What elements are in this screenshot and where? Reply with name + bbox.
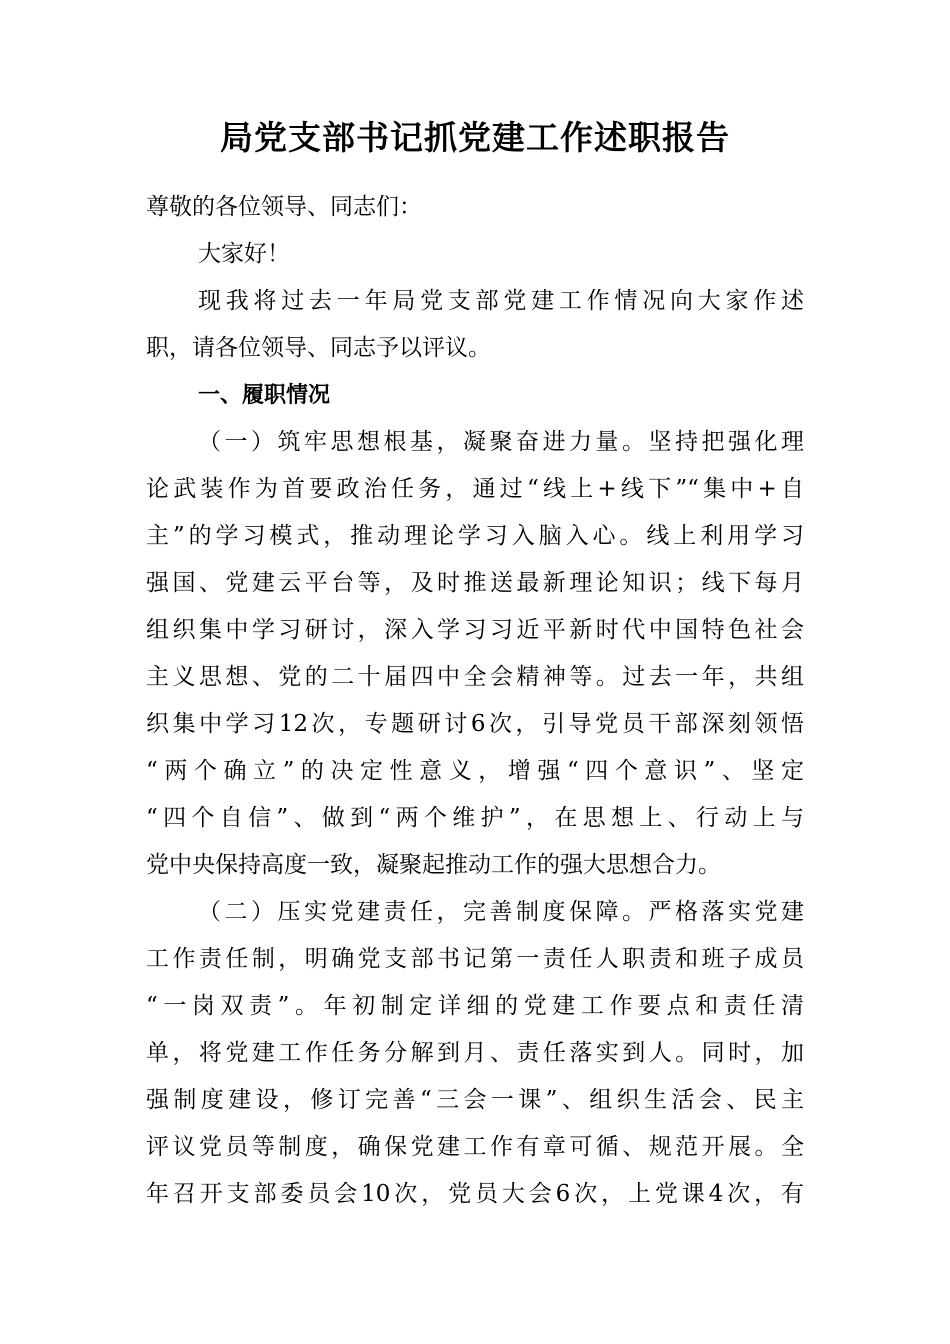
paragraph-line: 强制度建设，修订完善“三会一课”、组织生活会、民主 xyxy=(146,1087,804,1113)
paragraph-line: 现我将过去一年局党支部党建工作情况向大家作述 xyxy=(198,288,804,314)
paragraph-line: 年召开支部委员会10次，党员大会6次，上党课4次，有 xyxy=(146,1181,804,1207)
paragraph-line: 主”的学习模式，推动理论学习入脑入心。线上利用学习 xyxy=(146,523,804,549)
paragraph-line: 党中央保持高度一致，凝聚起推动工作的强大思想合力。 xyxy=(146,852,721,878)
paragraph-line: 主义思想、党的二十届四中全会精神等。过去一年，共组 xyxy=(146,664,804,690)
paragraph-line: 工作责任制，明确党支部书记第一责任人职责和班子成员 xyxy=(146,946,804,972)
document-title: 局党支部书记抓党建工作述职报告 xyxy=(220,118,730,157)
paragraph-line: “两个确立”的决定性意义，增强“四个意识”、坚定 xyxy=(146,758,804,784)
salutation: 尊敬的各位领导、同志们： xyxy=(146,194,422,220)
paragraph-line: 评议党员等制度，确保党建工作有章可循、规范开展。全 xyxy=(146,1134,804,1160)
paragraph-line: 组织集中学习研讨，深入学习习近平新时代中国特色社会 xyxy=(146,617,804,643)
document-body xyxy=(146,184,804,1218)
paragraph-line: （二）压实党建责任，完善制度保障。严格落实党建 xyxy=(198,899,804,925)
paragraph-line: 强国、党建云平台等，及时推送最新理论知识；线下每月 xyxy=(146,570,804,596)
paragraph-line: 职，请各位领导、同志予以评议。 xyxy=(146,335,491,361)
paragraph-line: （一）筑牢思想根基，凝聚奋进力量。坚持把强化理 xyxy=(198,429,804,455)
greeting: 大家好！ xyxy=(198,241,290,267)
paragraph-line: 论武装作为首要政治任务，通过“线上+线下”“集中+自 xyxy=(146,476,804,502)
paragraph-line: 单，将党建工作任务分解到月、责任落实到人。同时，加 xyxy=(146,1040,804,1066)
paragraph-line: “一岗双责”。年初制定详细的党建工作要点和责任清 xyxy=(146,993,804,1019)
section-heading: 一、履职情况 xyxy=(198,383,331,408)
paragraph-line: “四个自信”、做到“两个维护”，在思想上、行动上与 xyxy=(146,805,804,831)
paragraph-line: 织集中学习12次，专题研讨6次，引导党员干部深刻领悟 xyxy=(146,711,804,737)
